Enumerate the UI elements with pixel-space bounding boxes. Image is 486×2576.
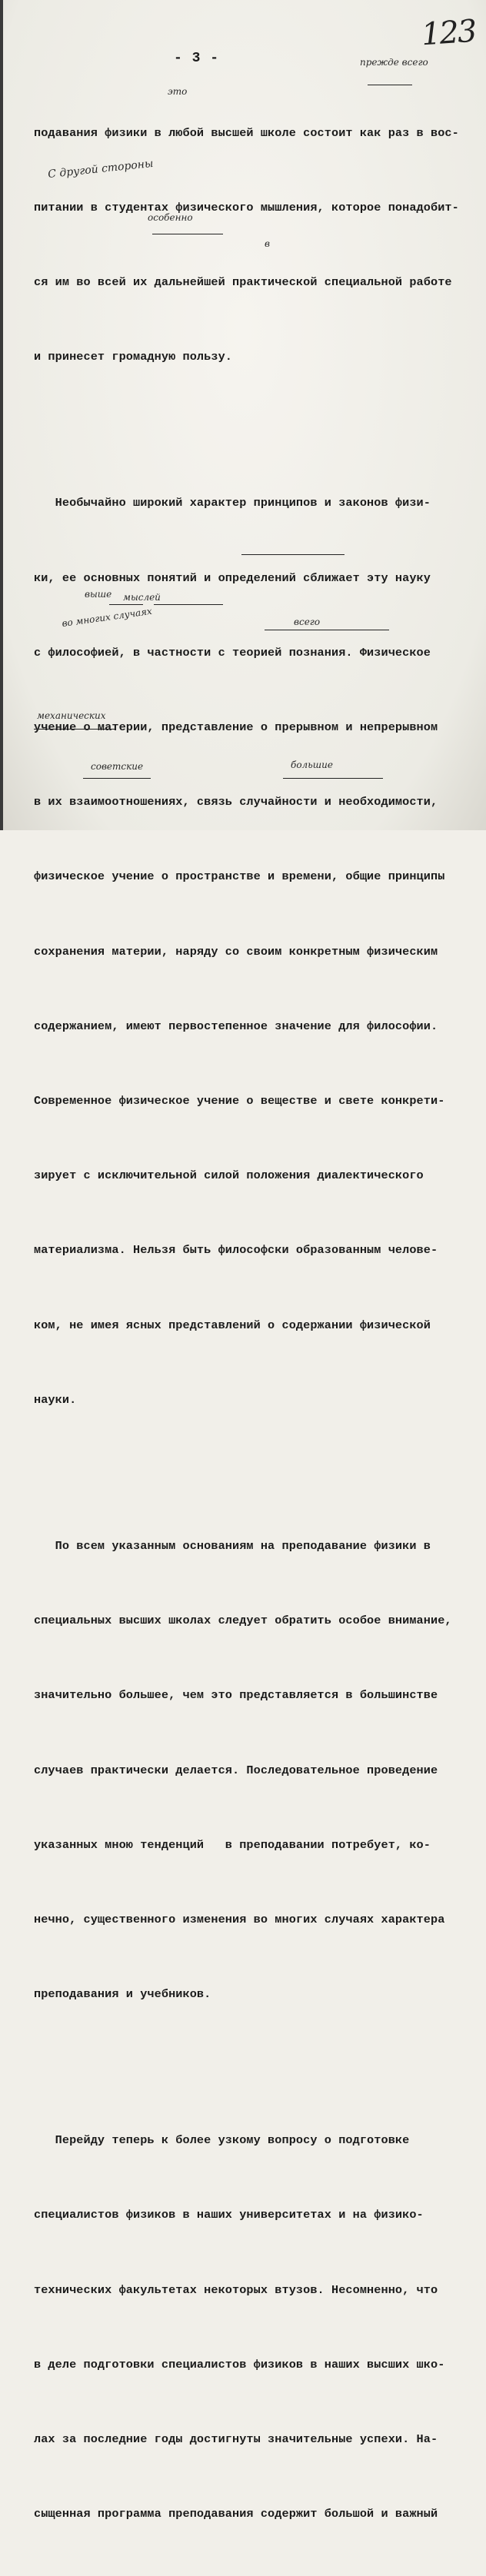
text-line: науки. (34, 1392, 77, 1407)
strikethrough (109, 604, 143, 605)
text-line: сыщенная программа преподавания содержит большой и важный (34, 2507, 438, 2521)
annotation: во многих случаях (61, 605, 153, 630)
strikethrough (83, 778, 151, 779)
annotation: это (168, 86, 188, 97)
scan-edge (0, 0, 3, 830)
text-line: в деле подготовки специалистов физиков в наших высших шко- (34, 2357, 445, 2372)
text-line: ком, не имея ясных представлений о содержании физической (34, 1318, 431, 1332)
text-line: значительно большее, чем это представляется в большинстве (34, 1688, 438, 1703)
text-line: и принесет громадную пользу. (34, 350, 232, 364)
annotation: С другой стороны (47, 157, 155, 181)
text-line: питании в студентах физического мышления, которое понадобит- (34, 201, 459, 215)
paragraph-gap (34, 420, 480, 441)
text-line: ки, ее основных понятий и определений сближает эту науку (34, 570, 431, 585)
strikethrough (154, 604, 223, 605)
paragraph-gap (34, 2056, 480, 2078)
handwritten-page-number: 123 (420, 13, 477, 53)
paragraph-gap (34, 1462, 480, 1484)
text-line: специальных высших школах следует обратить особое внимание, (34, 1614, 452, 1628)
text-line: По всем указанным основаниям на преподавание физики в (34, 1538, 431, 1553)
strikethrough (283, 778, 383, 779)
annotation: выше (85, 589, 112, 600)
text-line: случаев практически делается. Последовательное проведение (34, 1763, 438, 1777)
text-line: Современное физическое учение о веществе и свете конкрети- (34, 1094, 445, 1109)
text-line: подавания физики в любой высшей школе состоит как раз в вос- (34, 125, 459, 140)
text-line: зирует с исключительной силой положения диалектического (34, 1168, 424, 1183)
text-line: Необычайно широкий характер принципов и законов физи- (34, 496, 431, 510)
annotation: механических (37, 710, 106, 721)
text-line: нечно, существенного изменения во многих случаях характера (34, 1912, 445, 1926)
annotation: особенно (148, 212, 193, 223)
text-line: указанных мною тенденций в преподавании потребует, ко- (34, 1837, 431, 1852)
text-line: содержанием, имеют первостепенное значение для философии. (34, 1019, 438, 1033)
text-line: учение о материи, представление о прерывном и непрерывном (34, 720, 438, 735)
text-line: физическое учение о пространстве и времени, общие принципы (34, 869, 445, 884)
text-line: лах за последние годы достигнуты значительные успехи. На- (34, 2431, 438, 2446)
text-line: в их взаимоотношениях, связь случайности и необходимости, (34, 795, 438, 809)
text-line: ся им во всей их дальнейшей практической специальной работе (34, 275, 452, 290)
text-line: специалистов физиков в наших университетах и на физико- (34, 2208, 424, 2222)
page-number: - 3 - (174, 51, 220, 66)
annotation: советские (91, 761, 144, 772)
strikethrough (34, 729, 115, 730)
annotation: большие (291, 760, 333, 770)
text-line: преподавания и учебников. (34, 1987, 211, 2002)
text-line: материализма. Нельзя быть философски образованным челове- (34, 1243, 438, 1258)
text-line: с философией, в частности с теорией познания. Физическое (34, 645, 431, 660)
annotation: в (265, 238, 270, 249)
text-line: сохранения материи, наряду со своим конкретным физическим (34, 944, 438, 959)
annotation: прежде всего (360, 57, 428, 68)
text-line: технических факультетах некоторых втузов. Несомненно, что (34, 2282, 438, 2297)
annotation: всего (294, 617, 321, 627)
strikethrough (241, 554, 345, 555)
body-text (34, 71, 480, 2576)
annotation: мыслей (123, 592, 161, 603)
text-line: Перейду теперь к более узкому вопросу о подготовке (34, 2133, 410, 2148)
